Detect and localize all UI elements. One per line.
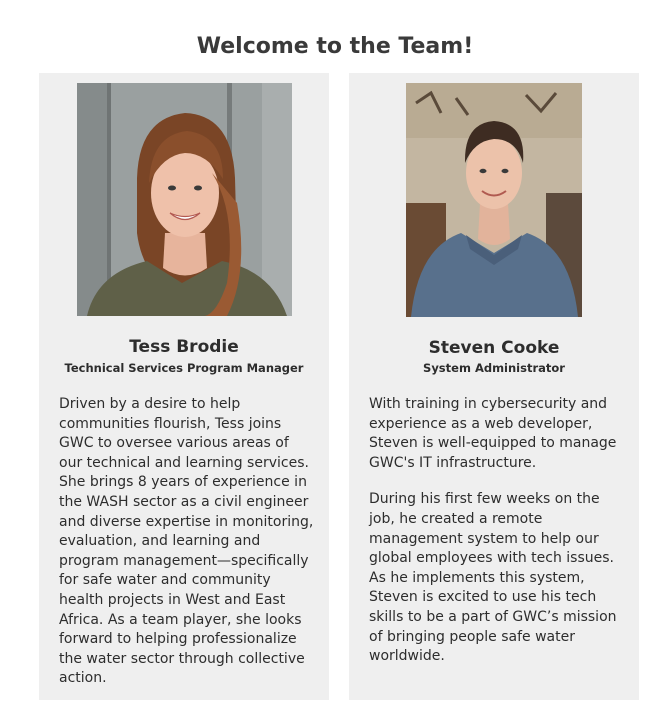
member-bio xyxy=(59,395,315,706)
bio-paragraph: With training in cybersecurity and experience as a web developer, Steven is well-equipped to manage GWC's IT infrastructure. xyxy=(369,396,617,471)
team-member-card-steven xyxy=(349,73,639,700)
bio-paragraph: During his first few weeks on the job, he created a remote management system to help our global employees with tech issues. As he implements this system, Steven is excited to use his tech skills to be a part of GWC’s mission of bringing people safe water worldwide. xyxy=(369,491,617,665)
page-title: Welcome to the Team! xyxy=(196,34,474,59)
bio-paragraph: Driven by a desire to help communities flourish, Tess joins GWC to oversee various areas of our technical and learning services. She brings 8 years of experience in the WASH sector as a civil engineer and diverse expertise in monitoring, evaluation, and learning and program management—specifically for safe water and community health projects in West and East Africa. As a team player, she looks forward to helping professionalize the water sector through collective action. xyxy=(59,396,314,687)
portrait-photo-tess xyxy=(77,83,292,316)
portrait-photo-steven xyxy=(406,83,582,317)
member-role: System Administrator xyxy=(423,361,565,375)
member-role: Technical Services Program Manager xyxy=(64,361,304,375)
member-name: Steven Cooke xyxy=(428,338,560,358)
team-member-card-tess xyxy=(39,73,329,700)
member-bio xyxy=(369,395,624,684)
member-name: Tess Brodie xyxy=(129,337,239,357)
